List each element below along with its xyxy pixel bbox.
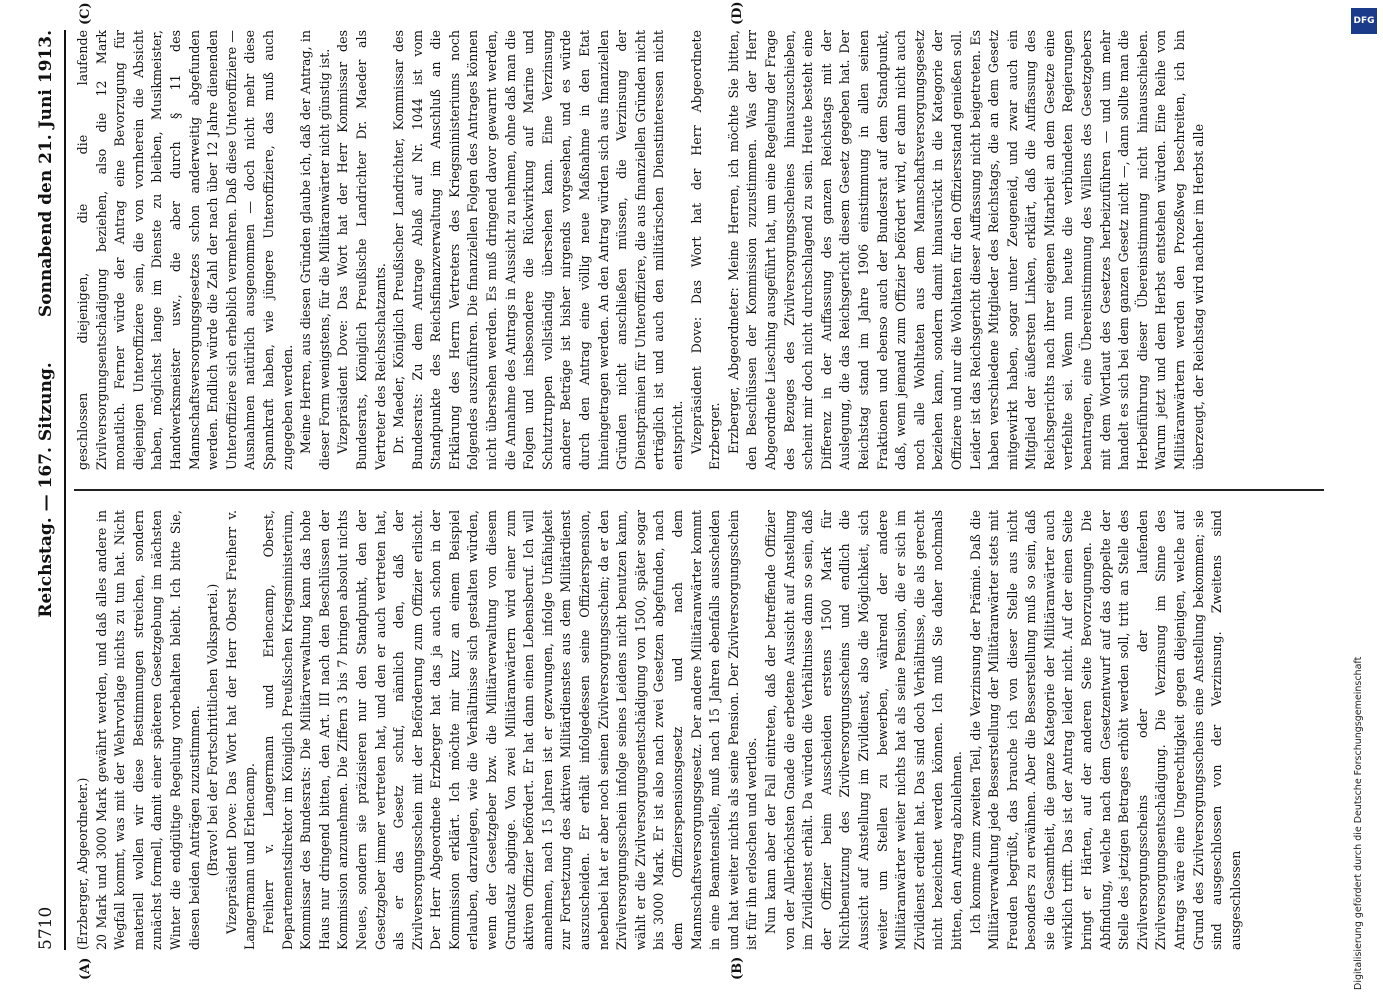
rotated-page [30, 1, 1340, 980]
dfg-logo: DFG [1351, 8, 1377, 34]
left-column [74, 510, 1324, 950]
column-divider [74, 489, 1324, 491]
margin-mark-b: (B) [730, 956, 745, 980]
margin-mark-a: (A) [78, 957, 93, 980]
paragraph: Dr. Maeder, Königlich Preußischer Landrichter, Kommissar des Bundesrats: Zu dem Antrage Ablaß auf Nr. 1044 ist vom Standpunkte des Reichsfinanzverwaltung im Anschluß an die Erklärung des Herrn Vertreters des Kriegsministeriums noch folgendes auszuführen. Die finanziellen Folgen des Antrages können nicht übersehen werden. Es muß dringend davor gewarnt werden, die Annahme des Antrags in Aussicht zu nehmen, ohne daß man die Folgen und insbesondere die Rückwirkung auf Marine und Schutztruppen vollständig übersehen kann. Eine Verzinsung anderer Beträge ist bisher nirgends vorgesehen, und es würde durch den Antrag eine völlig neue Maßnahme in den Etat hineingetragen werden. An den Antrag würden sich aus finanziellen Gründen nicht anschließen müssen, die Verzinsung der Dienstprämien für Unteroffiziere, die aus finanziellen Gründen nicht erträglich ist und auch den militärischen Dienstinteressen nicht entspricht. [391, 30, 685, 470]
right-column [74, 30, 1324, 470]
paragraph: Ich komme zum zweiten Teil, die Verzinsung der Prämie. Daß die Militärverwaltung jede Besserstellung der Militäranwärter stets mit Freuden begrüßt, das brauche ich von dieser Stelle aus nicht besonders zu erwähnen. Aber die Besserstellung muß so sein, daß sie die Gesamtheit, die ganze Kategorie der Militäranwärter auch wirklich trifft. Das ist der Antrag leider nicht. Auf der einen Seite bringt er Härten, auf der anderen Seite Bevorzugungen. Die Abfindung, welche nach dem Gesetzentwurf auf das doppelte der Stelle des jetzigen Betrages erhöht werden soll, tritt an Stelle des Zivilversorgungsscheins oder der laufenden Zivilversorgungsentschädigung. Die Verzinsung im Sinne des Antrags wäre eine Ungerechtigkeit gegen diejenigen, welche auf Grund des Zivilversorgungsscheins eine Anstellung bekommen; sie sind ausgeschlossen von der Verzinsung. Zweitens sind ausgeschlossen [967, 510, 1243, 950]
margin-mark-c: (C) [78, 2, 93, 25]
paragraph: Erzberger, Abgeordneter: Meine Herren, ich möchte Sie bitten, den Beschlüssen der Kommission zuzustimmen. Was der Herr Abgeordnete Liesching ausgeführt hat, um eine Regelung der Frage des Bezuges des Zivilversorgungsscheines hinauszuschieben, scheint mir doch nicht durchschlagend zu sein. Heute besteht eine Differenz in der Auffassung des ganzen Reichstags mit der Auslegung, die das Reichsgericht diesem Gesetz gegeben hat. Der Reichstag stand im Jahre 1906 einstimmung in allen seinen Fraktionen und ebenso auch der Bundesrat auf dem Standpunkt, daß, wenn jemand zum Offizier befördert wird, er dann nicht auch noch alle Wohltaten aus dem Mannschaftsversorgungsgesetz beziehen kann, sondern damit hinausrückt in die Kategorie der Offiziere und nur die Wohltaten für den Offiziersstand genießen soll. Leider ist das Reichsgericht dieser Auffassung nicht beigetreten. Es haben verschiedene Mitglieder des Reichstags, die an dem Gesetz mitgewirkt haben, sogar unter Zeugeneid, und zwar auch ein Mitglied der äußersten Linken, erklärt, daß die Auffassung des Reichsgerichts nach ihrer eigenen Mitarbeit an dem Gesetze eine verfehlte sei. Wenn nun heute die verbündeten Regierungen beantragen, eine Übereinstimmung des Willens des Gesetzgebers mit dem Wortlaut des Gesetzes herbeizuführen — und um mehr handelt es sich bei dem ganzen Gesetz nicht —, dann sollte man die Herbeiführung dieser Übereinstimmung nicht hinausschieben. Warum jetzt und dem Herbst entstehen würden. Eine Reihe von Militäranwärtern werden den Prozeßweg beschreiten, ich bin überzeugt, der Reichstag wird nachher im Herbst alle [725, 30, 1206, 470]
paragraph: geschlossen diejenigen, die die laufende Zivilversorgungsentschädigung beziehen, also die 12 Mark monatlich. Ferner würde der Antrag eine Bevorzugung für diejenigen Unteroffiziere sein, die von vornherein die Absicht haben, möglichst lange im Dienste zu bleiben, Musikmeister, Handwerksmeister usw., die aber durch § 11 des Mannschaftsversorgungsgesetzes schon anderweitig abgefunden werden. Endlich würde die Zahl der nach über 12 Jahre dienenden Unteroffiziere sich erheblich vermehren. Daß diese Unteroffiziere — Ausnahmen natürlich ausgenommen — doch nicht mehr diese Spannkraft haben, wie jüngere Unteroffiziere, das muß auch zugegeben werden. [75, 30, 295, 470]
speaker-context: (Erzberger, Abgeordneter.) [75, 777, 90, 950]
paragraph: Meine Herren, aus diesen Gründen glaube ich, daß der Antrag, in dieser Form wenigstens, für die Militäranwärter nicht günstig ist. [298, 30, 332, 470]
applause-note: (Bravo! bei der Fortschrittlichen Volkspartei.) [205, 583, 221, 877]
paragraph: Vizepräsident Dove: Das Wort hat der Herr Abgeordnete Erzberger. [688, 30, 723, 470]
paragraph: Vizepräsident Dove: Das Wort hat der Herr Oberst Freiherr v. Langermann und Erlencamp. [223, 510, 258, 950]
margin-mark-d: (D) [730, 1, 745, 25]
page-number: 5710 [36, 906, 56, 950]
digitization-credit: Digitalisierung gefördert durch die Deutsche Forschungsgemeinschaft [1353, 656, 1364, 990]
paragraph: Vizepräsident Dove: Das Wort hat der Herr Kommissar des Bundesrats, Königlich Preußische Landrichter Dr. Maeder als Vertreter des Reichsschatzamts. [335, 30, 388, 470]
page-header [30, 30, 66, 950]
paragraph: Nun kann aber der Fall eintreten, daß der betreffende Offizier von der Allerhöchsten Gnade die erbetene Aussicht auf Anstellung im Zivildienst erhält. Da würden die Verhältnisse dann so sein, daß der Offizier beim Ausscheiden erstens 1500 Mark für Nichtbenutzung des Zivilversorgungsscheins und endlich die Aussicht auf Anstellung im Zivildienst, also die Möglichkeit, sich weiter um Stellen zu bewerben, während der andere Militäranwärter weiter nichts hat als seine Pension, die er sich im Zivildienst erdient hat. Das sind doch Verhältnisse, die als gerecht nicht bezeichnet werden können. Ich muß Sie daher nochmals bitten, den Antrag abzulehnen. [762, 510, 964, 950]
paragraph: Freiherr v. Langermann und Erlencamp, Oberst, Departementsdirektor im Königlich Preußischen Kriegsministerium, Kommissar des Bundesrats: Die Militärverwaltung kann das hohe Haus nur dringend bitten, den Art. III nach den Beschlüssen der Kommission anzunehmen. Die Ziffern 3 bis 7 bringen absolut nichts Neues, sondern sie präzisieren nur den Standpunkt, den der Gesetzgeber immer vertreten hat, und den er auch vertreten hat, als er das Gesetz schuf, nämlich den, daß der Zivilversorgungsschein mit der Beförderung zum Offizier erlischt. Der Herr Abgeordnete Erzberger hat das ja auch schon in der Kommission erklärt. Ich möchte mir kurz an einem Beispiel erlauben, darzulegen, wie die Verhältnisse sich gestalten würden, wenn der Gesetzgeber bzw. die Militärverwaltung von diesem Grundsatz abginge. Von zwei Militäranwärtern wird einer zum aktiven Offizier befördert. Er hat dann einen Lebensberuf. Ich will annehmen, nach 15 Jahren ist er gezwungen, infolge Unfähigkeit zur Fortsetzung des aktiven Militärdienstes aus dem Militärdienst auszuscheiden. Er erhält infolgedessen seine Offizierspension, nebenbei hat er aber noch seinen Zivilversorgungsschein; da er den Zivilversorgungsschein infolge seines Leidens nicht benutzen kann, wählt er die Zivilversorgungsentschädigung von 1500, später sogar bis 3000 Mark. Er ist also nach zwei Gesetzen abgefunden, nach dem Offizierspensionsgesetz und nach dem Mannschaftsversorgungsgesetz. Der andere Militäranwärter kommt in eine Beamtenstelle, muß nach 15 Jahren ebenfalls ausscheiden und hat weiter nichts als seine Pension. Der Zivilversorgungsschein ist für ihn erloschen und wertlos. [260, 510, 760, 950]
session-date: Sonnabend den 21. Juni 1913. [36, 30, 56, 318]
session-title: Reichstag. — 167. Sitzung. [36, 362, 56, 618]
paragraph: 20 Mark und 3000 Mark gewährt werden, und daß alles andere in Wegfall kommt, was mit der Wehrvorlage nichts zu tun hat. Nicht materiell wollen wir diese Bestimmungen streichen, sondern zunächst formell, damit einer späteren Gesetzgebung im nächsten Winter die endgültige Regelung vorbehalten bleibt. Ich bitte Sie, diesen beiden Anträgen zuzustimmen. [93, 510, 202, 950]
